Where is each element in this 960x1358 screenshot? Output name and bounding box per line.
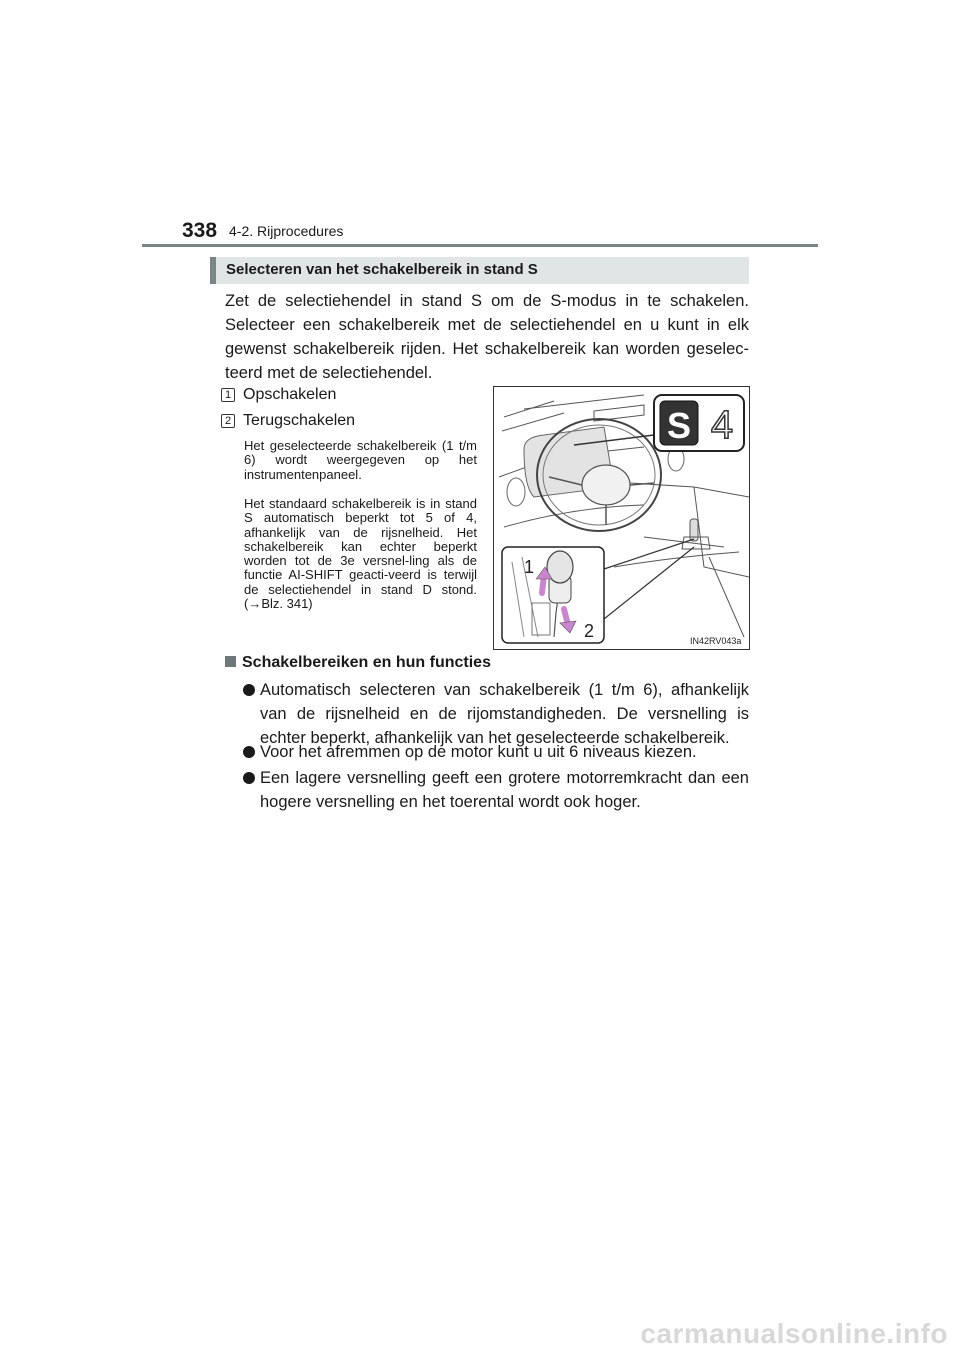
bullet-dot-icon: [243, 746, 255, 758]
bullet-item: [243, 766, 749, 814]
page-number: 338: [182, 219, 218, 242]
item-label: Opschakelen: [243, 386, 337, 403]
watermark: carmanualsonline.info: [640, 1318, 948, 1349]
item-label: Terugschakelen: [243, 412, 356, 429]
running-head: 4-2. Rijprocedures: [229, 223, 344, 239]
subheading-text: Schakelbereiken en hun functies: [242, 654, 491, 671]
item-number: 1: [221, 388, 235, 402]
section-title-bar: [210, 257, 749, 284]
subheading: [225, 654, 491, 672]
bullet-dot-icon: [243, 772, 255, 784]
bullet-text: Automatisch selecteren van schakelbereik (1 t/m 6), afhankelijk van de rijsnelheid en de rijomstandigheden. De versnelling is echter beperkt, afhankelijk van het geselecteerde schakelbereik.: [260, 681, 749, 747]
figure-code: IN42RV043a: [690, 636, 742, 646]
item-number: 2: [221, 414, 235, 428]
note-range-limit: Het standaard schakelbereik is in stand S automatisch beperkt tot 5 of 4, afhankelijk van de rijsnelheid. Het schakelbereik kan echter beperkt worden tot de 3e versnel-ling als de functie AI-SHIFT geacti-veerd is terwijl de selectiehendel in stand D stond. (→Blz. 341): [244, 496, 477, 612]
header-rule: [142, 244, 818, 247]
square-bullet-icon: [225, 656, 236, 667]
shift-lever-illustration: [493, 386, 750, 650]
note-display: Het geselecteerde schakelbereik (1 t/m 6) wordt weergegeven op het instrumentenpaneel.: [244, 438, 477, 482]
bullet-dot-icon: [243, 684, 255, 696]
bullet-item: [243, 740, 749, 764]
section-title: Selecteren van het schakelbereik in stand S: [226, 261, 538, 278]
indicator-letter: S: [666, 405, 692, 446]
figure-callout-2: 2: [584, 621, 595, 641]
dashboard-drawing: [494, 387, 749, 649]
bullet-text: Een lagere versnelling geeft een grotere motorremkracht dan een hogere versnelling en het toerental wordt ook hoger.: [260, 769, 749, 811]
intro-paragraph: Zet de selectiehendel in stand S om de S-modus in te schakelen. Selecteer een schakelbereik met de selectiehendel en u kunt in elk gewenst schakelbereik rijden. Het schakelbereik kan worden geselec-teerd met de selectiehendel.: [225, 292, 749, 382]
bullet-text: Voor het afremmen op de motor kunt u uit 6 niveaus kiezen.: [260, 743, 697, 761]
indicator-digit: 4: [710, 403, 734, 447]
figure-callout-1: 1: [524, 557, 535, 577]
